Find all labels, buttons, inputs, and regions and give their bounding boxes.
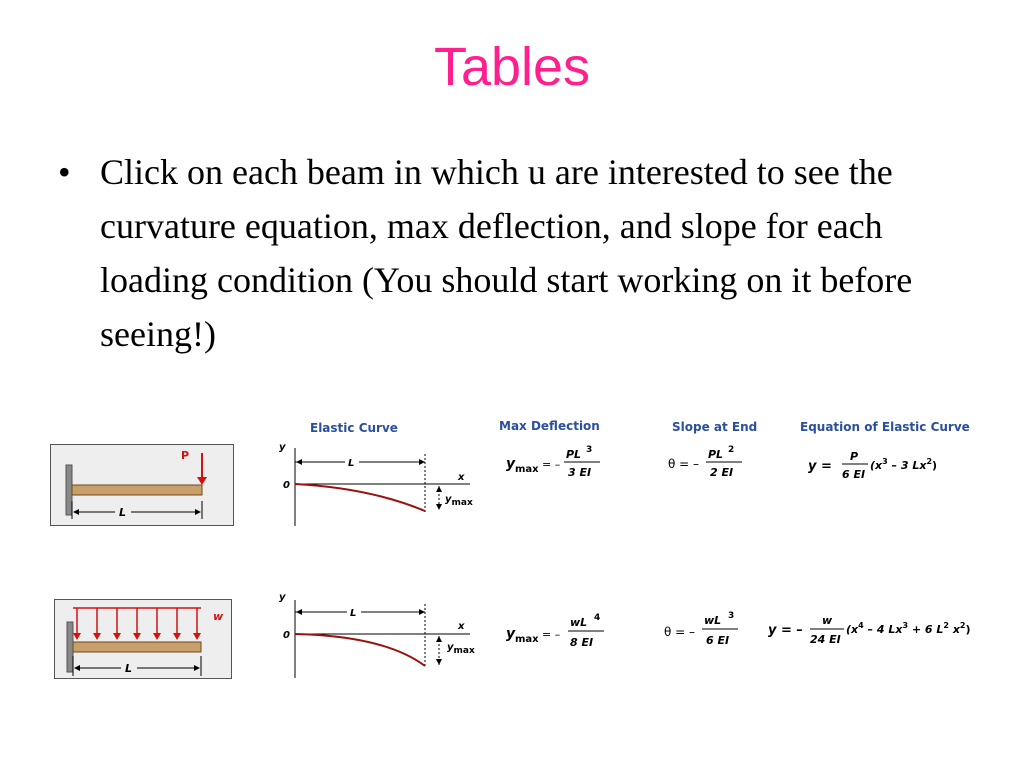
max-deflection-formula-2 [500, 606, 630, 654]
header-equation: Equation of Elastic Curve [800, 420, 970, 434]
svg-text:θ = –: θ = – [664, 625, 696, 639]
svg-text:(x4 – 4 Lx3 + 6 L2 x2): ($x^4 - 4$ $Lx^3 + 6$ $L^2$ $x^2$) [846, 621, 971, 636]
load-label: P [181, 449, 190, 462]
length-label: L [119, 506, 127, 519]
length-label: L [350, 608, 357, 619]
svg-text:6 EI: 6 EI [842, 468, 866, 481]
svg-text:3 EI: 3 EI [568, 466, 592, 479]
svg-text:2 EI: 2 EI [710, 466, 734, 479]
origin-label: 0 [283, 630, 290, 641]
svg-text:PL: PL [708, 448, 724, 461]
beam-uniform-load-button[interactable] [54, 599, 232, 679]
ymax-label: ymax [447, 642, 475, 656]
beam-body [72, 485, 202, 495]
svg-text:P: P [850, 450, 859, 463]
svg-text:wL: wL [570, 616, 588, 629]
svg-text:(x3 – 3 Lx2): ($x^3 - 3$ Lx$^2$) [870, 457, 938, 472]
ymax-label: ymax [445, 494, 473, 508]
slope-formula-2 [658, 604, 768, 652]
header-slope-at-end: Slope at End [672, 420, 758, 434]
y-axis-label: y [279, 442, 286, 453]
svg-text:max: max [515, 464, 539, 475]
x-axis-label: x [458, 472, 465, 483]
origin-label: 0 [283, 480, 290, 491]
svg-text:PL: PL [566, 448, 582, 461]
svg-text:3: 3 [586, 445, 593, 455]
header-elastic-curve: Elastic Curve [310, 421, 398, 435]
svg-text:y =: y = [808, 459, 832, 474]
svg-text:= –: = – [542, 458, 561, 471]
svg-text:24 EI: 24 EI [810, 633, 841, 646]
length-label: L [125, 662, 133, 675]
cantilever-point-load-diagram [51, 445, 235, 527]
fixed-support [66, 465, 72, 515]
elastic-curve-uniform-load [275, 590, 490, 682]
svg-text:y: y [506, 456, 516, 472]
beam-body [73, 642, 201, 652]
svg-text:6 EI: 6 EI [706, 634, 730, 647]
svg-text:4: 4 [594, 613, 601, 623]
fixed-support [67, 622, 73, 672]
elastic-curve-point-load [275, 438, 490, 530]
svg-text:θ = –: θ = – [668, 457, 700, 471]
elastic-curve-equation-2 [766, 606, 1016, 654]
svg-text:2: 2 [728, 445, 735, 455]
header-max-deflection: Max Deflection [499, 419, 600, 433]
x-axis-label: x [458, 621, 465, 632]
elastic-curve-equation-1 [806, 438, 986, 486]
svg-text:w: w [822, 614, 833, 627]
distributed-load-arrows [73, 608, 201, 640]
cantilever-uniform-load-diagram [55, 600, 233, 680]
load-label: w [213, 610, 224, 623]
deflection-curve [295, 634, 425, 666]
bullet-marker: • [58, 152, 71, 192]
svg-text:max: max [515, 634, 539, 645]
slope-formula-1 [662, 436, 772, 484]
y-axis-label: y [279, 592, 286, 603]
svg-text:3: 3 [728, 611, 735, 621]
svg-text:wL: wL [704, 614, 722, 627]
load-arrow-head [197, 477, 207, 485]
bullet-text: Click on each beam in which u are interested to see the curvature equation, max deflection, and slope for each loading condition (You should start working on it before seeing!) [100, 152, 913, 354]
deflection-curve [295, 484, 425, 511]
svg-text:8 EI: 8 EI [570, 636, 594, 649]
svg-text:y: y [506, 626, 516, 642]
slide-title: Tables [433, 37, 591, 97]
length-label: L [348, 458, 355, 469]
svg-text:= –: = – [542, 628, 561, 641]
beam-point-load-button[interactable] [50, 444, 234, 526]
max-deflection-formula-1 [500, 436, 630, 484]
svg-text:y = –: y = – [768, 623, 803, 638]
